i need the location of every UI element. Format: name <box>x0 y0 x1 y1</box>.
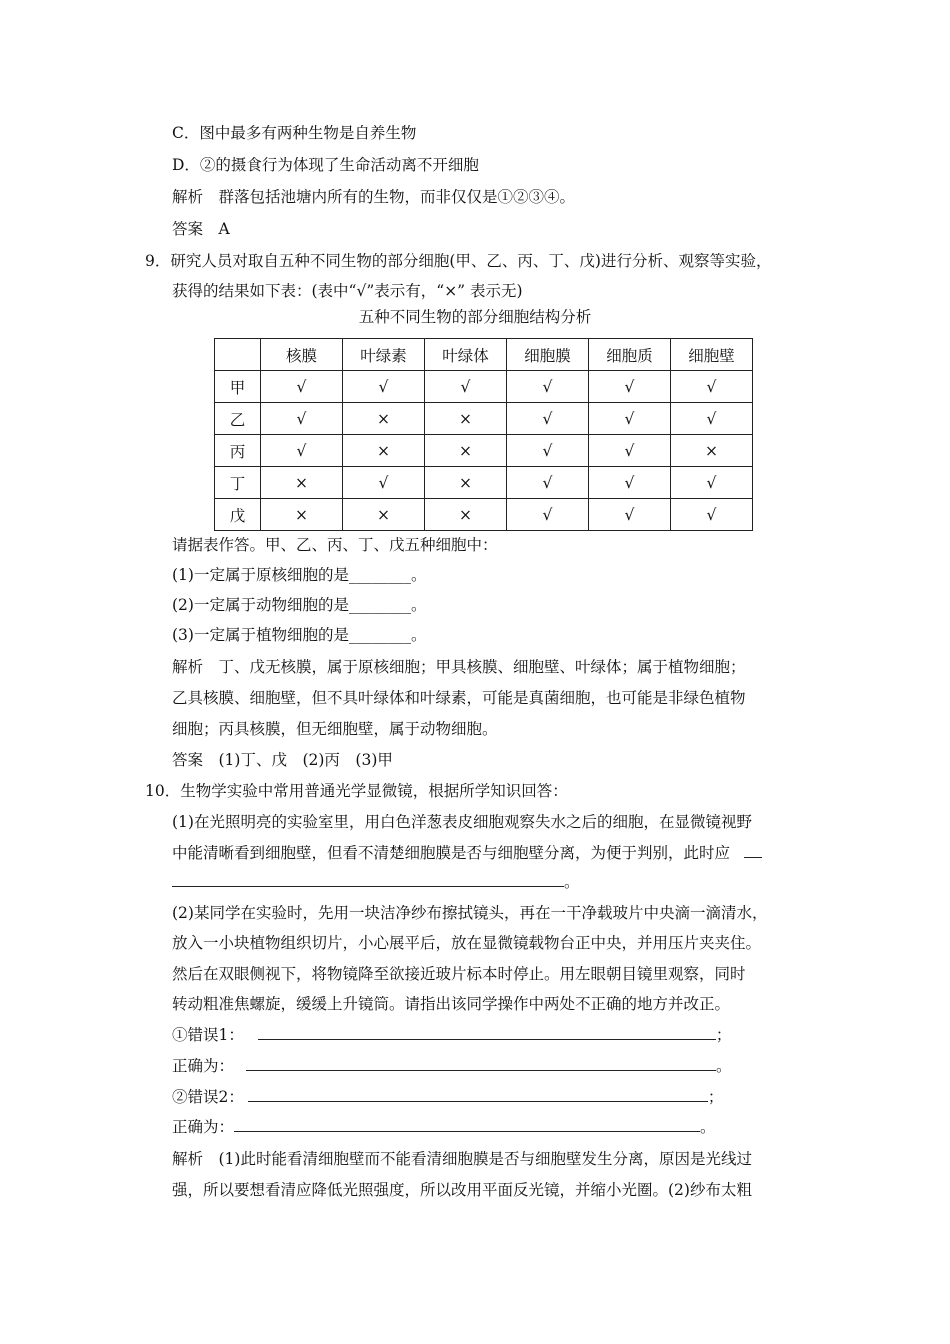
q10-stem: 10．生物学实验中常用普通光学显微镜，根据所学知识回答： <box>145 782 568 800</box>
table-cell: √ <box>671 403 753 435</box>
error1-row <box>172 1025 731 1045</box>
table-cell: √ <box>589 467 671 499</box>
table-row <box>215 371 753 403</box>
table-cell: 丙 <box>215 435 261 467</box>
table-cell: √ <box>671 499 753 531</box>
answer-blank <box>258 1025 716 1040</box>
table-cell: × <box>261 499 343 531</box>
correct1-row <box>172 1056 732 1076</box>
table-cell: √ <box>671 467 753 499</box>
q9-stem-line1: 9．研究人员对取自五种不同生物的部分细胞(甲、乙、丙、丁、戊)进行分析、观察等实验， <box>145 252 772 270</box>
q10-p2-line4: 转动粗准焦螺旋，缓缓上升镜筒。请指出该同学操作中两处不正确的地方并改正。 <box>172 995 731 1013</box>
q10-p2-line2: 放入一小块植物组织切片，小心展平后，放在显微镜载物台正中央，并用压片夹夹住。 <box>172 934 762 952</box>
q9-sub3: (3)一定属于植物细胞的是________。 <box>172 626 427 644</box>
q9-sub1: (1)一定属于原核细胞的是________。 <box>172 566 427 584</box>
table-cell: √ <box>507 499 589 531</box>
answer-blank <box>172 872 564 887</box>
q9-prompt: 请据表作答。甲、乙、丙、丁、戊五种细胞中： <box>172 536 498 554</box>
table-cell: × <box>425 467 507 499</box>
q8-answer: 答案 A <box>172 220 230 238</box>
q10-p1-blank-row <box>172 872 580 892</box>
q8-option-d: D．②的摄食行为体现了生命活动离不开细胞 <box>172 156 479 174</box>
table-cell: × <box>671 435 753 467</box>
cell-structure-table <box>214 338 753 531</box>
table-cell: √ <box>343 371 425 403</box>
table-header: 叶绿素 <box>343 339 425 371</box>
table-header <box>215 339 261 371</box>
table-header: 核膜 <box>261 339 343 371</box>
table-cell: √ <box>589 403 671 435</box>
table-cell: √ <box>343 467 425 499</box>
table-row <box>215 499 753 531</box>
correct1-label: 正确为： <box>172 1057 235 1075</box>
table-cell: 乙 <box>215 403 261 435</box>
period: 。 <box>716 1057 732 1075</box>
table-cell: √ <box>589 435 671 467</box>
table-caption: 五种不同生物的部分细胞结构分析 <box>358 308 592 326</box>
q10-p1-line2-row <box>172 843 762 863</box>
q10-analysis-2: 强，所以要想看清应降低光照强度，所以改用平面反光镜，并缩小光圈。(2)纱布太粗 <box>172 1181 752 1199</box>
table-cell: 甲 <box>215 371 261 403</box>
q9-sub2: (2)一定属于动物细胞的是________。 <box>172 596 427 614</box>
table-cell: √ <box>507 435 589 467</box>
answer-blank <box>248 1087 708 1102</box>
table-cell: × <box>343 403 425 435</box>
table-row <box>215 403 753 435</box>
table-cell: × <box>343 499 425 531</box>
semicolon: ； <box>715 1026 732 1044</box>
table-cell: × <box>425 403 507 435</box>
q10-p2-line3: 然后在双眼侧视下，将物镜降至欲接近玻片标本时停止。用左眼朝目镜里观察，同时 <box>172 965 746 983</box>
table-cell: × <box>343 435 425 467</box>
table-header: 细胞膜 <box>507 339 589 371</box>
q8-option-c: C．图中最多有两种生物是自养生物 <box>172 124 417 142</box>
table-cell: 丁 <box>215 467 261 499</box>
table-cell: 戊 <box>215 499 261 531</box>
error2-row <box>172 1087 723 1107</box>
table-header: 细胞壁 <box>671 339 753 371</box>
error1-label: ①错误1： <box>172 1026 244 1044</box>
table-cell: √ <box>261 371 343 403</box>
table-cell: √ <box>507 403 589 435</box>
answer-blank <box>234 1117 700 1132</box>
q10-p1-line2: 中能清晰看到细胞壁，但看不清楚细胞膜是否与细胞壁分离，为便于判别，此时应 <box>172 844 731 862</box>
table-cell: √ <box>261 403 343 435</box>
answer-blank <box>246 1056 716 1071</box>
q9-analysis-1: 解析 丁、戊无核膜，属于原核细胞；甲具核膜、细胞壁、叶绿体；属于植物细胞； <box>172 658 746 676</box>
table-row <box>215 467 753 499</box>
period: 。 <box>564 873 580 891</box>
table-cell: × <box>261 467 343 499</box>
correct2-row <box>172 1117 716 1137</box>
table-cell: √ <box>589 371 671 403</box>
table-header-row <box>215 339 753 371</box>
table-cell: √ <box>671 371 753 403</box>
table-cell: × <box>425 499 507 531</box>
table-cell: √ <box>507 371 589 403</box>
table-cell: √ <box>261 435 343 467</box>
period: 。 <box>700 1118 716 1136</box>
q10-analysis-1: 解析 (1)此时能看清细胞壁而不能看清细胞膜是否与细胞壁发生分离，原因是光线过 <box>172 1150 752 1168</box>
error2-label: ②错误2： <box>172 1088 244 1106</box>
answer-blank <box>744 843 762 858</box>
table-header: 细胞质 <box>589 339 671 371</box>
q9-analysis-3: 细胞；丙具核膜，但无细胞壁，属于动物细胞。 <box>172 720 498 738</box>
table-cell: × <box>425 435 507 467</box>
table-header: 叶绿体 <box>425 339 507 371</box>
q9-answer: 答案 (1)丁、戊 (2)丙 (3)甲 <box>172 751 393 769</box>
q9-stem-line2: 获得的结果如下表：(表中“√”表示有，“×” 表示无) <box>172 282 523 300</box>
q10-p2-line1: (2)某同学在实验时，先用一块洁净纱布擦拭镜头，再在一干净载玻片中央滴一滴清水， <box>172 904 768 922</box>
table-cell: √ <box>507 467 589 499</box>
correct2-label: 正确为： <box>172 1118 235 1136</box>
q9-analysis-2: 乙具核膜、细胞壁，但不具叶绿体和叶绿素，可能是真菌细胞，也可能是非绿色植物 <box>172 689 746 707</box>
table-cell: √ <box>589 499 671 531</box>
q10-p1-line1: (1)在光照明亮的实验室里，用白色洋葱表皮细胞观察失水之后的细胞，在显微镜视野 <box>172 813 752 831</box>
table-row <box>215 435 753 467</box>
semicolon: ； <box>707 1088 724 1106</box>
q8-analysis: 解析 群落包括池塘内所有的生物，而非仅仅是①②③④。 <box>172 188 576 206</box>
table-cell: √ <box>425 371 507 403</box>
